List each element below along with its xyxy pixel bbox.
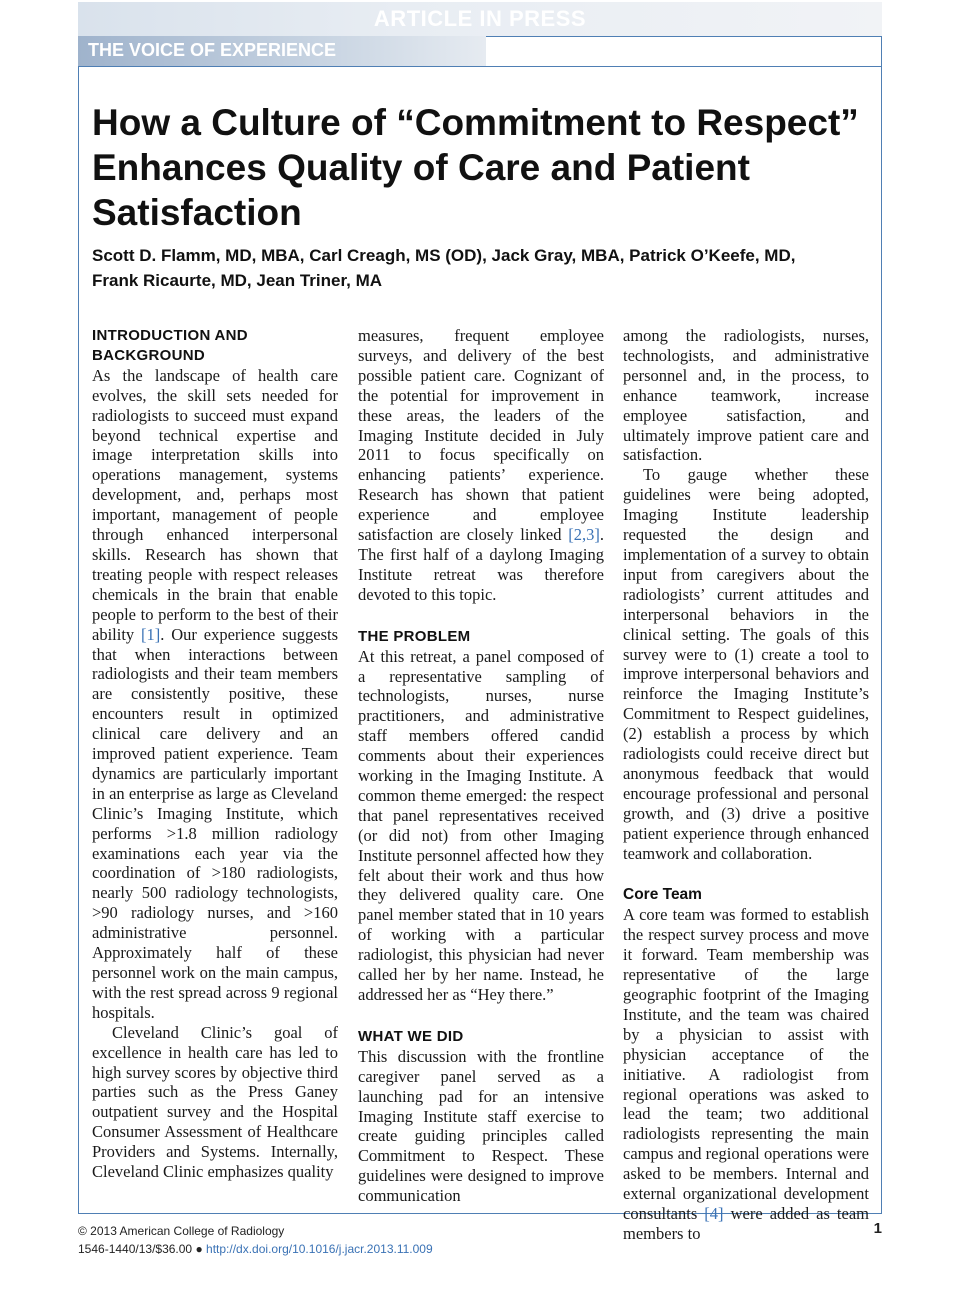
frame-top-border — [486, 36, 882, 66]
col3-paragraph-2: To gauge whether these guidelines were being adopted, Imaging Institute leadership requested the design and implementation of a survey to obtain input from caregivers about the radiologists’ current attitudes and interpersonal behaviors in the clinical setting. The goals of this survey were to (1) create a tool to improve interpersonal behaviors and reinforce the Imaging Institute’s Commitment to Respect guidelines, (2) establish a process by which radiologists could receive direct but anonymous feedback that would encourage professional and personal growth, and (3) drive a positive patient experience through enhanced teamwork and collaboration. — [623, 465, 869, 863]
issn-doi-line — [78, 1240, 433, 1258]
intro-text-b: . Our experience suggests that when interactions between radiologists and their team members are consistently positive, these encounters result in optimized clinical care delivery and an improved patient experience. Team dynamics are particularly important in an enterprise as large as Cleveland Clinic’s Imaging Institute, which performs >1.8 million radiology examinations each year via the coordination of >180 radiologists, nearly 500 radiology technologists, >90 radiology nurses, and >160 administrative personnel. Approximately half of these personnel work on the main campus, with the rest spread across 9 regional hospitals. — [92, 624, 339, 1022]
col2-text-a: measures, frequent employee surveys, and delivery of the best possible patient care. Cognizant of the potential for improvement in these areas, the leaders of the Imaging Institute decided in July 2011 to focus specifically on enhancing patients’ experience. Research has shown that patient experience and employee satisfaction are closely linked — [358, 326, 604, 545]
authors-line-2: Frank Ricaurte, MD, Jean Triner, MA — [92, 271, 383, 290]
col3-paragraph-1: among the radiologists, nurses, technologists, and administrative personnel and, in the process, to enhance teamwork, increase employee satisfaction, and ultimately improve patient care and satisfaction. — [623, 326, 869, 465]
what-we-did-heading: WHAT WE DID — [358, 1027, 464, 1045]
article-status-label: ARTICLE IN PRESS — [373, 6, 587, 31]
article-title: How a Culture of “Commitment to Respect” Enhances Quality of Care and Patient Satisfaction — [92, 102, 859, 233]
intro-heading — [92, 326, 338, 366]
article-in-press-banner — [78, 2, 882, 36]
problem-paragraph: At this retreat, a panel composed of a representative sampling of technologists, nurses, nurse practitioners, and administrative staff members offered candid comments about their experiences working in the Imaging Institute. A common theme emerged: the respect that panel representatives received (or did not) from other Imaging Institute personnel affected how they felt about their work and thus how they delivered quality care. One panel member stated that in 10 years of working with a particular radiologist, this physician had never called her by her name. Instead, he addressed her as “Hey there.” — [358, 646, 604, 1004]
intro-heading-line-1: INTRODUCTION AND — [92, 327, 248, 344]
column-2 — [358, 326, 604, 1206]
column-3 — [623, 326, 869, 1244]
footer — [78, 1222, 433, 1258]
reference-link-2-3[interactable]: [2,3] — [568, 525, 600, 545]
doi-link[interactable]: http://dx.doi.org/10.1016/j.jacr.2013.11.009 — [206, 1242, 433, 1256]
section-label: THE VOICE OF EXPERIENCE — [88, 40, 337, 60]
issn-price: 1546-1440/13/$36.00 — [78, 1242, 193, 1256]
reference-link-1[interactable]: [1] — [141, 624, 161, 644]
intro-text-a: As the landscape of health care evolves, the skill sets needed for radiologists to succeed must expand beyond technical expertise and image interpretation skills into operations management, systems development, and, perhaps most important, management of people through enhanced interpersonal skills. Research has shown that treating people with respect releases chemicals in the brain that enable people to perform to the best of their ability — [92, 365, 338, 644]
core-team-text-b: were added as team members to — [623, 1203, 869, 1243]
reference-link-4[interactable]: [4] — [704, 1203, 724, 1223]
core-team-text-a: A core team was formed to establish the respect survey process and move it forward. Team membership was representative of the large geographic footprint of the Imaging Institute, and the team was chaired by a physician to assist with physician acceptance of the initiative. A radiologist from regional operations was asked to lead the team; two additional radiologists representing the main campus and regional operations were asked to be members. Internal and external organizational development consultants — [623, 905, 869, 1223]
bullet-separator: ● — [192, 1242, 207, 1256]
col2-paragraph-1 — [358, 326, 604, 605]
author-list — [92, 243, 872, 293]
copyright-line: © 2013 American College of Radiology — [78, 1224, 285, 1238]
intro-paragraph-2: Cleveland Clinic’s goal of excellence in health care has led to high survey scores by objective third parties such as the Press Ganey outpatient survey and the Hospital Consumer Assessment of Healthcare Providers and Systems. Internally, Cleveland Clinic emphasizes quality — [92, 1022, 338, 1182]
problem-heading: THE PROBLEM — [358, 627, 471, 645]
column-1 — [92, 326, 338, 1182]
core-team-paragraph — [623, 905, 869, 1243]
intro-heading-line-2: BACKGROUND — [92, 346, 205, 364]
what-we-did-paragraph: This discussion with the frontline caregiver panel served as a launching pad for an intensive Imaging Institute staff exercise to create guiding principles called Commitment to Respect. These guidelines were designed to improve communication — [358, 1046, 604, 1206]
section-banner — [78, 36, 486, 66]
core-team-heading: Core Team — [623, 886, 702, 904]
col2-text-b: . The first half of a daylong Imaging Institute retreat was therefore devoted to this topic. — [358, 525, 604, 604]
page-number: 1 — [873, 1220, 882, 1237]
intro-paragraph-1 — [92, 366, 338, 1023]
authors-line-1: Scott D. Flamm, MD, MBA, Carl Creagh, MS (OD), Jack Gray, MBA, Patrick O’Keefe, MD, — [92, 246, 796, 265]
